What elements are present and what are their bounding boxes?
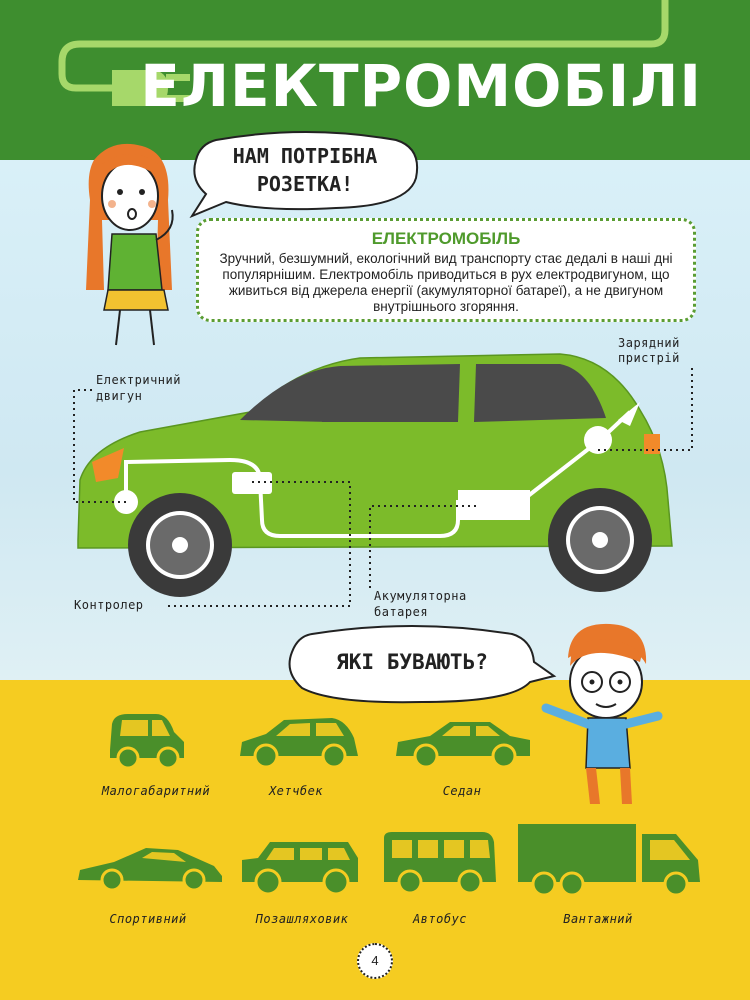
vehicle-label-sports: Спортивний [109, 912, 187, 926]
sedan-icon [392, 716, 534, 770]
microcar-icon [104, 710, 188, 772]
girl-illustration [72, 140, 192, 350]
vehicle-label-sedan: Седан [442, 784, 482, 798]
girl-speech-line-1: НАМ ПОТРІБНА [232, 144, 378, 168]
page-number: 4 [357, 943, 393, 979]
hatchback-icon [236, 714, 362, 770]
motor-label [96, 372, 181, 404]
boy-speech-text: ЯКІ БУВАЮТЬ? [336, 650, 488, 674]
suv-icon [238, 836, 362, 898]
info-box [196, 218, 696, 322]
vehicle-label-microcar: Малогабаритний [101, 784, 211, 798]
sports-car-icon [74, 840, 226, 894]
controller-label: Контролер [74, 598, 144, 612]
girl-speech-line-2: РОЗЕТКА! [256, 172, 354, 196]
charger-label-line-1: Зарядний [618, 336, 680, 350]
vehicle-label-suv: Позашляховик [255, 912, 349, 926]
page-title: ЕЛЕКТРОМОБІЛІ [140, 52, 702, 120]
motor-label-line-2: двигун [96, 389, 143, 403]
bus-icon [382, 828, 498, 896]
info-title: ЕЛЕКТРОМОБІЛЬ [371, 229, 521, 248]
front-wheel [128, 493, 232, 597]
battery-label-line-2: батарея [374, 605, 429, 619]
info-text: Зручний, безшумний, екологічний вид транспорту стає дедалі в наші дні популярнішим. Електромобіль приводиться в рух електродвигуном, що живиться від джерела енергії (акумуляторної батареї), а не двигуном внутрішнього згоряння. [219, 251, 673, 314]
girl-speech-text [210, 142, 400, 198]
car-window-middle [322, 364, 460, 422]
battery-label-line-1: Акумуляторна [374, 589, 467, 603]
motor-label-line-1: Електричний [96, 373, 181, 387]
vehicle-label-truck: Вантажний [563, 912, 633, 926]
truck-icon [516, 822, 704, 898]
rear-wheel [548, 488, 652, 592]
vehicle-label-bus: Автобус [412, 912, 468, 926]
charger-label-line-2: пристрій [618, 351, 680, 365]
charger-label [618, 336, 680, 366]
battery-label [374, 588, 467, 620]
vehicle-label-hatchback: Хетчбек [268, 784, 324, 798]
boy-illustration [540, 618, 670, 808]
